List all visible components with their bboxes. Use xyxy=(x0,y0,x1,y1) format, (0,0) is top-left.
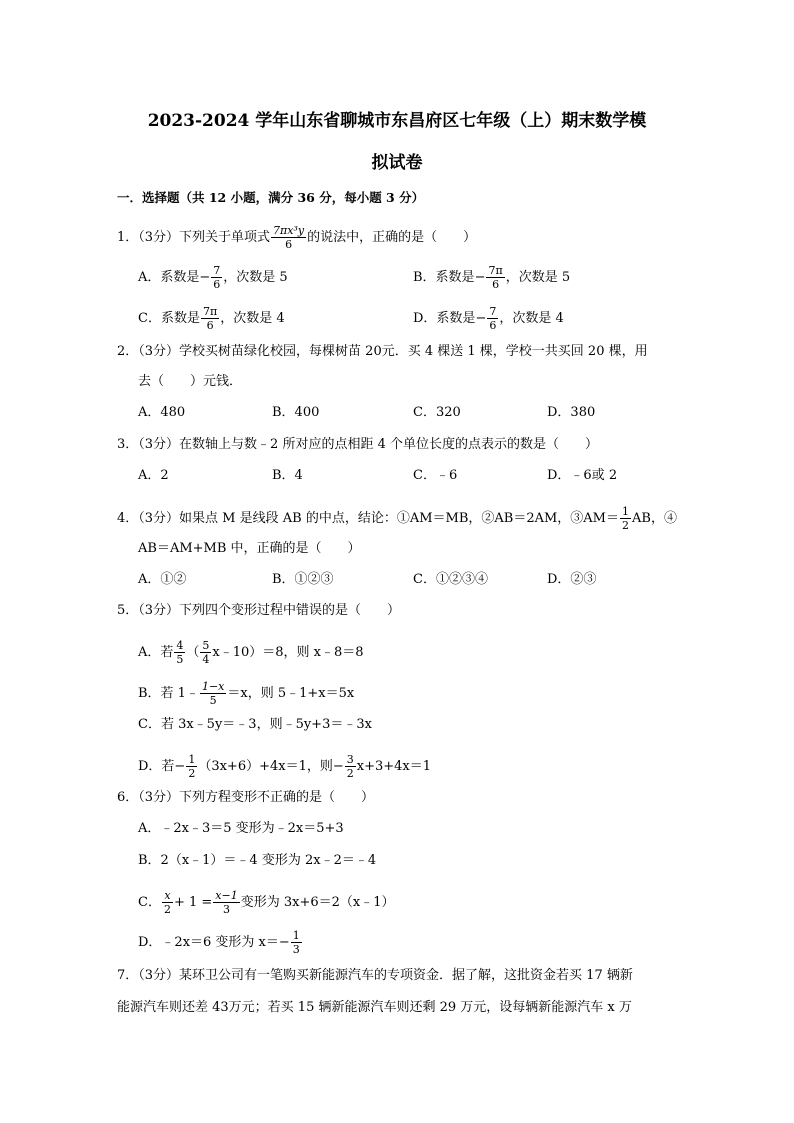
question-7: 7．（3分）某环卫公司有一笔购买新能源汽车的专项资金．据了解，这批资金若买 17 辆新 xyxy=(117,968,633,983)
option-b: B．2（x﹣1）＝﹣4 变形为 2x﹣2＝﹣4 xyxy=(138,853,377,868)
option-b: B．若 1﹣ $\frac{1-x}{5}$ ＝x，则 5﹣1+x＝5x xyxy=(138,680,355,707)
option-a: A．若 $\frac{4}{5}$ （ $\frac{5}{4}$ x﹣10）＝8，则 x﹣8＝8 xyxy=(138,639,364,666)
option-c: C．若 3x﹣5y＝﹣3，则﹣5y+3＝﹣3x xyxy=(138,717,372,732)
question-3: 3．（3分）在数轴上与数﹣2 所对应的点相距 4 个单位长度的点表示的数是（ ） xyxy=(117,437,598,452)
question-6: 6．（3分）下列方程变形不正确的是（ ） xyxy=(117,790,375,805)
option-c: C． $\frac{x}{2}$ + 1 = $\frac{x-1}{3}$ 变形为 3x+6＝2（x﹣1） xyxy=(138,889,395,916)
option-d: D．系数是− $\frac{7}{6}$ ，次数是 4 xyxy=(413,305,564,332)
question-4-continued: AB＝AM+MB 中，正确的是（ ） xyxy=(138,541,361,556)
option-d: D．②③ xyxy=(547,572,597,587)
option-c: C．系数是 $\frac{7\pi}{6}$ ，次数是 4 xyxy=(138,305,285,332)
option-a: A．480 xyxy=(138,405,186,420)
question-text: 的说法中，正确的是（ ） xyxy=(307,230,477,245)
fraction: $\frac{\text{7πx³y}}{6}$ xyxy=(273,224,305,251)
option-b: B．①②③ xyxy=(272,572,334,587)
question-7-continued: 能源汽车则还差 43万元；若买 15 辆新能源汽车则还剩 29 万元，设每辆新能源汽车 x 万 xyxy=(117,1000,632,1015)
option-c: C．①②③④ xyxy=(413,572,488,587)
option-c: C．320 xyxy=(413,405,461,420)
option-d: D．﹣2x＝6 变形为 x＝− $\frac{1}{3}$ xyxy=(138,929,300,956)
option-b: B．系数是− $\frac{7\pi}{6}$ ，次数是 5 xyxy=(413,264,571,291)
option-d: D．若− $\frac{1}{2}$ （3x+6）+4x＝1，则− $\frac{3}{2}$ x+3+4x＝1 xyxy=(138,753,432,780)
question-text: 1．（3分）下列关于单项式 xyxy=(117,230,271,245)
option-a: A．系数是− $\frac{7}{6}$ ，次数是 5 xyxy=(138,264,288,291)
question-1 xyxy=(117,224,476,251)
section-heading: 一．选择题（共 12 小题，满分 36 分，每小题 3 分） xyxy=(117,190,425,205)
question-2: 2．（3分）学校买树苗绿化校园，每棵树苗 20元．买 4 棵送 1 棵，学校一共买回 20 棵，用 xyxy=(117,344,648,359)
page-title-continued: 拟试卷 xyxy=(371,153,423,173)
question-5: 5．（3分）下列四个变形过程中错误的是（ ） xyxy=(117,603,401,618)
question-4: 4．（3分）如果点 M 是线段 AB 的中点，结论：①AM＝MB，②AB＝2AM，③AM＝ $\frac{1}{2}$ AB，④ xyxy=(117,505,677,532)
option-b: B．400 xyxy=(272,405,320,420)
question-2-continued: 去（ ）元钱． xyxy=(138,374,243,389)
page-title: 2023-2024 学年山东省聊城市东昌府区七年级（上）期末数学模 xyxy=(147,111,647,131)
option-a: A．2 xyxy=(138,468,169,483)
option-d: D．﹣6或 2 xyxy=(547,468,618,483)
option-a: A．①② xyxy=(138,572,187,587)
option-d: D．380 xyxy=(547,405,596,420)
option-c: C．﹣6 xyxy=(413,468,458,483)
option-a: A．﹣2x﹣3＝5 变形为﹣2x＝5+3 xyxy=(138,821,344,836)
option-b: B．4 xyxy=(272,468,303,483)
